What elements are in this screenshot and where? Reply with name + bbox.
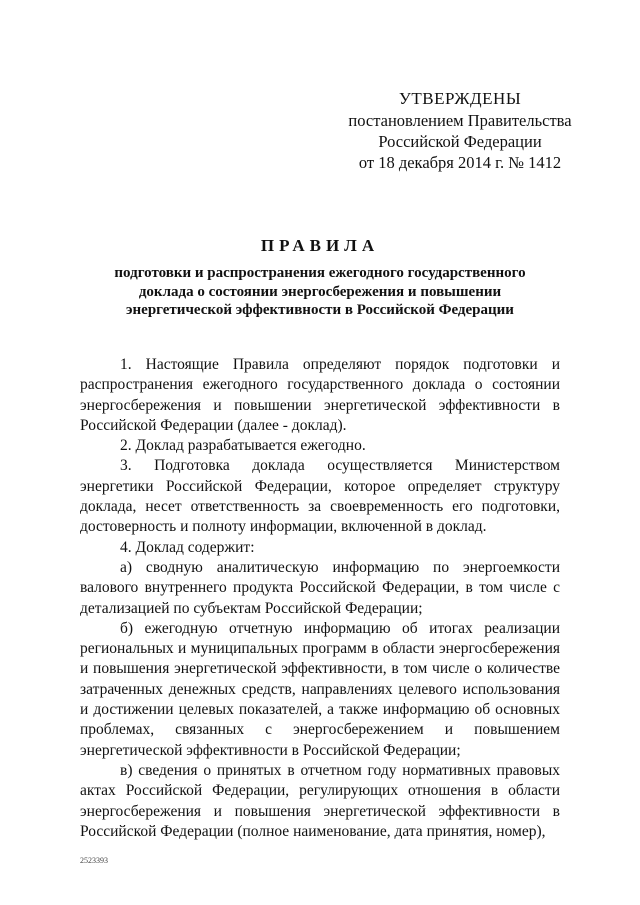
- paragraph-4: 4. Доклад содержит:: [120, 538, 255, 556]
- document-subtitle: [100, 264, 540, 320]
- document-code: 2523393: [80, 856, 108, 865]
- paragraph-4b: б) ежегодную отчетную информацию об итогах реализации региональных и муниципальных программ в области энергосбережения и повышения энергетической эффективности, в том числе о количестве затраченных денежных средств, направлениях целевого использования и достижении целевых показателей, а также информацию об основных проблемах, связанных с энергосбережением и повышением энергетической эффективности в Российской Федерации;: [80, 619, 560, 759]
- subtitle-line-3: энергетической эффективности в Российской Федерации: [126, 302, 514, 318]
- approval-line-1: постановлением Правительства: [348, 111, 572, 130]
- approval-title: УТВЕРЖДЕНЫ: [398, 89, 522, 108]
- paragraph-3: 3. Подготовка доклада осуществляется Министерством энергетики Российской Федерации, которое определяет структуру доклада, несет ответственность за своевременность его подготовки, достоверность и полноту информации, включенной в доклад.: [80, 457, 560, 536]
- approval-line-3: от 18 декабря 2014 г. № 1412: [358, 153, 562, 172]
- paragraph-1: 1. Настоящие Правила определяют порядок подготовки и распространения ежегодного государственного доклада о состоянии энергосбережения и повышении энергетической эффективности в Российской Федерации (далее - доклад).: [80, 356, 560, 434]
- paragraph-2: 2. Доклад разрабатывается ежегодно.: [120, 437, 366, 455]
- approval-line-2: Российской Федерации: [378, 132, 542, 151]
- document-body: [80, 355, 560, 842]
- document-title: ПРАВИЛА: [260, 236, 380, 255]
- subtitle-line-1: подготовки и распространения ежегодного государственного: [114, 265, 526, 281]
- subtitle-line-2: доклада о состоянии энергосбережения и повышении: [138, 283, 502, 300]
- approval-block: [330, 88, 590, 173]
- paragraph-4a: а) сводную аналитическую информацию по энергоемкости валового внутреннего продукта Российской Федерации, в том числе с детализацией по субъектам Российской Федерации;: [80, 558, 560, 617]
- paragraph-4c: в) сведения о принятых в отчетном году нормативных правовых актах Российской Федерации, регулирующих отношения в области энергосбережения и повышения энергетической эффективности в Российской Федерации (полное наименование, дата принятия, номер),: [80, 761, 560, 840]
